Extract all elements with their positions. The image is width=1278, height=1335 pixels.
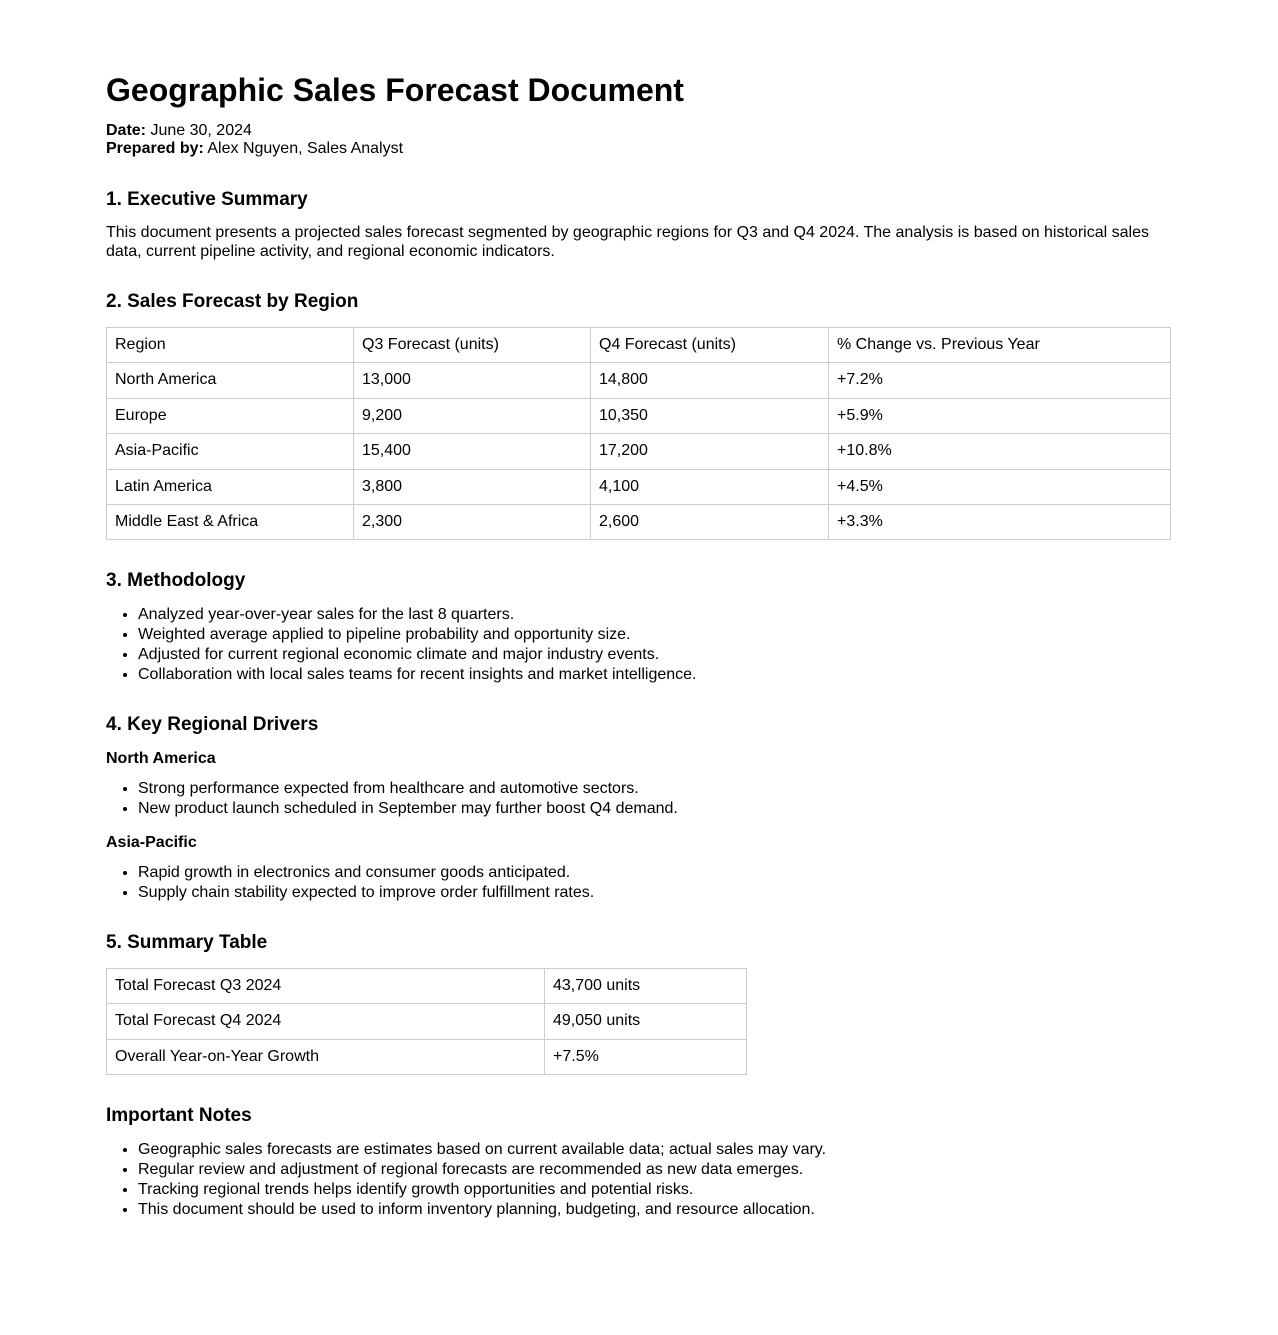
table-row — [107, 1004, 747, 1039]
table-cell: Total Forecast Q3 2024 — [107, 968, 545, 1003]
bullet-item: • New product launch scheduled in September may further boost Q4 demand. — [138, 800, 1171, 818]
table-cell: 3,800 — [354, 469, 591, 504]
table-cell: +10.8% — [829, 434, 1171, 469]
date-label: Date: — [106, 121, 147, 139]
table-cell: 43,700 units — [545, 968, 747, 1003]
subsection-north-america-heading: North America — [106, 749, 216, 767]
table-cell: 9,200 — [354, 398, 591, 433]
table-cell: Latin America — [107, 469, 354, 504]
north-america-drivers-list — [106, 780, 1171, 818]
bullet-item: • Geographic sales forecasts are estimates based on current available data; actual sales may vary. — [138, 1141, 1171, 1159]
table-cell: +7.2% — [829, 363, 1171, 398]
table-cell: 15,400 — [354, 434, 591, 469]
executive-summary-body: This document presents a projected sales forecast segmented by geographic regions for Q3 and Q4 2024. The analysis is based on historical sales data, current pipeline activity, and regional economic indicators. — [106, 224, 1149, 260]
bullet-item: • This document should be used to inform inventory planning, budgeting, and resource allocation. — [138, 1201, 1171, 1219]
column-header: Q4 Forecast (units) — [591, 328, 829, 363]
section-forecast-by-region — [106, 291, 1171, 540]
table-cell: 2,600 — [591, 505, 829, 540]
bullet-item: • Collaboration with local sales teams for recent insights and market intelligence. — [138, 666, 1171, 684]
table-row — [107, 363, 1171, 398]
important-notes-list — [106, 1141, 1171, 1219]
table-cell: North America — [107, 363, 354, 398]
bullet-item: • Weighted average applied to pipeline probability and opportunity size. — [138, 626, 1171, 644]
table-cell: 17,200 — [591, 434, 829, 469]
summary-table — [106, 968, 747, 1075]
table-row — [107, 1039, 747, 1074]
table-cell: Europe — [107, 398, 354, 433]
table-cell: Total Forecast Q4 2024 — [107, 1004, 545, 1039]
executive-summary-heading: 1. Executive Summary — [106, 188, 308, 210]
bullet-item: • Rapid growth in electronics and consumer goods anticipated. — [138, 864, 1171, 882]
page-title: Geographic Sales Forecast Document — [106, 72, 684, 108]
date-value: June 30, 2024 — [150, 121, 252, 139]
subsection-asia-pacific-heading: Asia-Pacific — [106, 833, 197, 851]
region-forecast-table — [106, 327, 1171, 540]
prepared-by-label: Prepared by: — [106, 140, 204, 158]
table-row — [107, 434, 1171, 469]
table-cell: 2,300 — [354, 505, 591, 540]
table-cell: 49,050 units — [545, 1004, 747, 1039]
table-row — [107, 469, 1171, 504]
section-summary-table — [106, 932, 1171, 1075]
forecast-by-region-heading: 2. Sales Forecast by Region — [106, 291, 359, 313]
table-cell: 4,100 — [591, 469, 829, 504]
asia-pacific-drivers-list — [106, 864, 1171, 902]
table-row — [107, 968, 747, 1003]
bullet-item: • Strong performance expected from healthcare and automotive sectors. — [138, 780, 1171, 798]
important-notes-heading: Important Notes — [106, 1105, 252, 1127]
table-cell: Overall Year-on-Year Growth — [107, 1039, 545, 1074]
prepared-by-value: Alex Nguyen, Sales Analyst — [207, 140, 404, 158]
table-cell: 10,350 — [591, 398, 829, 433]
table-row — [107, 505, 1171, 540]
table-cell: +5.9% — [829, 398, 1171, 433]
table-row — [107, 398, 1171, 433]
column-header: Region — [107, 328, 354, 363]
bullet-item: • Supply chain stability expected to improve order fulfillment rates. — [138, 884, 1171, 902]
bullet-item: • Regular review and adjustment of regional forecasts are recommended as new data emerges. — [138, 1161, 1171, 1179]
key-regional-drivers-heading: 4. Key Regional Drivers — [106, 713, 319, 735]
section-methodology — [106, 570, 1171, 683]
bullet-item: • Tracking regional trends helps identify growth opportunities and potential risks. — [138, 1181, 1171, 1199]
table-cell: +7.5% — [545, 1039, 747, 1074]
table-cell: +3.3% — [829, 505, 1171, 540]
table-header-row — [107, 328, 1171, 363]
table-cell: Middle East & Africa — [107, 505, 354, 540]
bullet-item: • Adjusted for current regional economic climate and major industry events. — [138, 646, 1171, 664]
section-key-regional-drivers — [106, 714, 1171, 902]
methodology-heading: 3. Methodology — [106, 570, 246, 592]
bullet-item: • Analyzed year-over-year sales for the last 8 quarters. — [138, 606, 1171, 624]
document-meta — [106, 122, 1171, 159]
table-cell: Asia-Pacific — [107, 434, 354, 469]
summary-table-body — [107, 968, 747, 1074]
section-important-notes — [106, 1105, 1171, 1218]
table-cell: 14,800 — [591, 363, 829, 398]
methodology-list — [106, 606, 1171, 684]
column-header: Q3 Forecast (units) — [354, 328, 591, 363]
table-cell: +4.5% — [829, 469, 1171, 504]
column-header: % Change vs. Previous Year — [829, 328, 1171, 363]
section-executive-summary — [106, 189, 1171, 262]
table-cell: 13,000 — [354, 363, 591, 398]
region-forecast-table-body — [107, 363, 1171, 540]
summary-table-heading: 5. Summary Table — [106, 932, 268, 954]
